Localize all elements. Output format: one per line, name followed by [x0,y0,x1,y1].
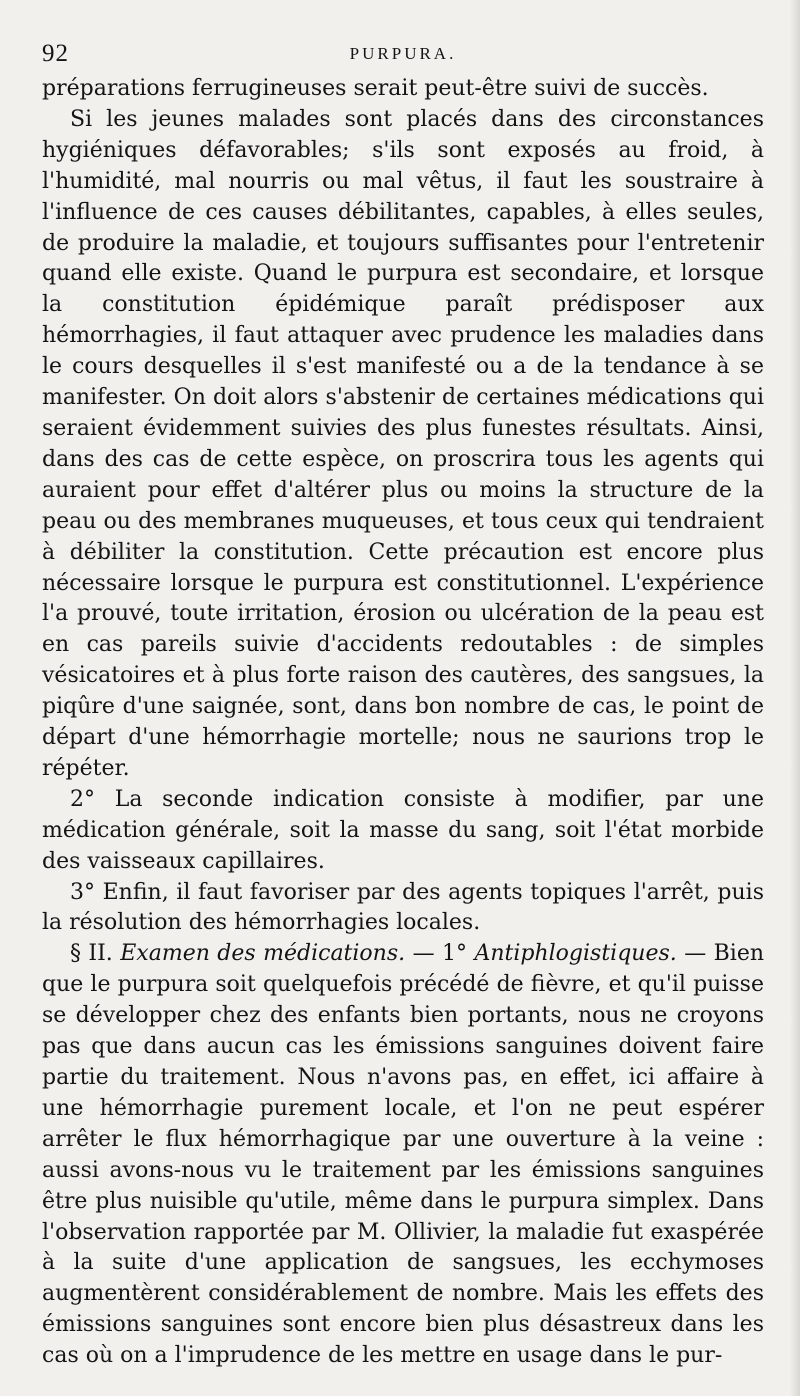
section-subheading: Antiphlogistiques. [474,941,677,967]
section-marker: § II. [70,941,113,967]
running-title: PURPURA. [349,44,457,63]
paragraph-section-two [42,939,764,1372]
heading-dash: — [684,941,707,967]
paragraph-second-indication: 2° La seconde indication consiste à modifier, par une médication générale, soit la masse du sang, soit l'état morbide des vaisseaux capillaires. [42,786,764,874]
running-head [42,36,764,74]
heading-dash-number: — 1° [412,941,467,967]
page-number: 92 [42,40,69,67]
paragraph-third-indication: 3° Enfin, il faut favoriser par des agents topiques l'arrêt, puis la résolution des hémorrhagies locales. [42,879,764,936]
body-text [42,74,764,1372]
page-edge-shadow [790,0,800,1396]
paragraph-hygiene: Si les jeunes malades sont placés dans des circonstances hygiéniques défavorables; s'ils sont exposés au froid, à l'humidité, mal nourris ou mal vêtus, il faut les soustraire à l'influence de ces causes débilitantes, capables, à elles seules, de produire la maladie, et toujours suffisantes pour l'entretenir quand elle existe. Quand le purpura est secondaire, et lorsque la constitution épidémique paraît prédisposer aux hémorrhagies, il faut attaquer avec prudence les maladies dans le cours desquelles il s'est manifesté ou a de la tendance à se manifester. On doit alors s'abstenir de certaines médications qui seraient évidemment suivies des plus funestes résultats. Ainsi, dans des cas de cette espèce, on proscrira tous les agents qui auraient pour effet d'altérer plus ou moins la structure de la peau ou des membranes muqueuses, et tous ceux qui tendraient à débiliter la constitution. Cette précaution est encore plus nécessaire lorsque le purpura est constitutionnel. L'expérience l'a prouvé, toute irritation, érosion ou ulcération de la peau est en cas pareils suivie d'accidents redoutables : de simples vésicatoires et à plus forte raison des cautères, des sangsues, la piqûre d'une saignée, sont, dans bon nombre de cas, le point de départ d'une hémorrhagie mortelle; nous ne saurions trop le répéter. [42,106,764,781]
section-body-text: Bien que le purpura soit quelquefois précédé de fièvre, et qu'il puisse se développer chez des enfants bien portants, nous ne croyons pas que dans aucun cas les émissions sanguines doivent faire partie du traitement. Nous n'avons pas, en effet, ici affaire à une hémorrhagie purement locale, et l'on ne peut espérer arrêter le flux hémorrhagique par une ouverture à la veine : aussi avons-nous vu le traitement par les émissions sanguines être plus nuisible qu'utile, même dans le purpura simplex. Dans l'observation rapportée par M. Ollivier, la maladie fut exaspérée à la suite d'une application de sangsues, les ecchymoses augmentèrent considérablement de nombre. Mais les effets des émissions sanguines sont encore bien plus désastreux dans les cas où on a l'imprudence de les mettre en usage dans le pur- [42,941,765,1369]
section-heading: Examen des médications. [120,941,406,967]
paragraph-continuation: préparations ferrugineuses serait peut-être suivi de succès. [42,76,709,101]
